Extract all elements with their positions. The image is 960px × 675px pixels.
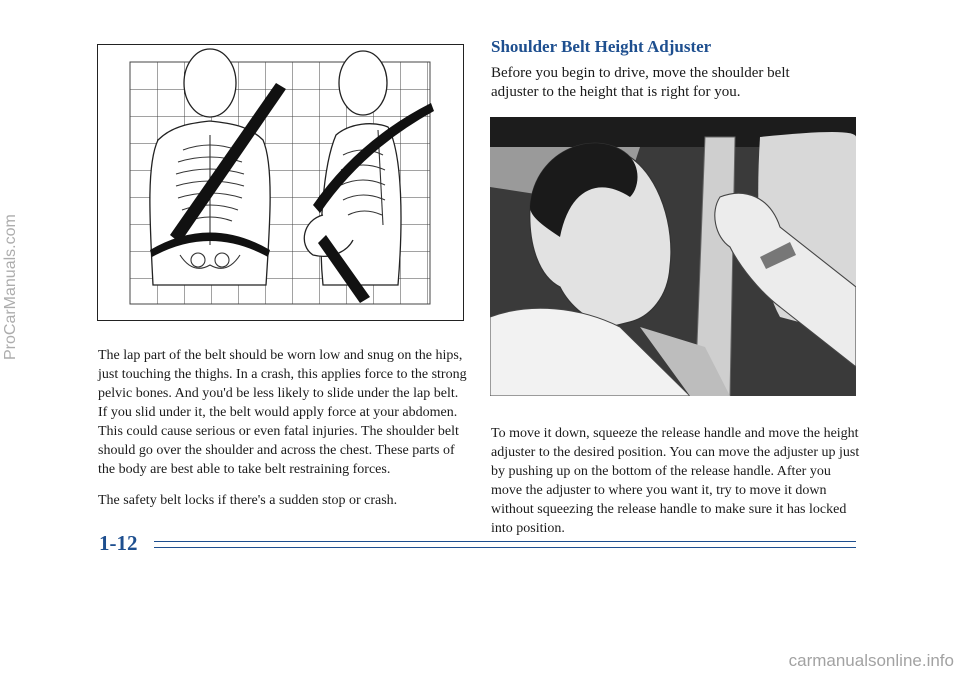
driver-adjusting-belt-photo xyxy=(490,117,856,396)
adjuster-instructions-paragraph: To move it down, squeeze the release handle and move the height adjuster to the desired position. You can move the adjuster up just by pushing up on the bottom of the release handle. After you move the adjuster to where you want it, try to move it down without squeezing the release handle to make sure it has locked into position. xyxy=(491,426,860,536)
side-watermark-text: ProCarManuals.com xyxy=(2,214,19,360)
intro-paragraph: Before you begin to drive, move the shoulder belt adjuster to the height that is right for you. xyxy=(491,65,790,100)
lap-belt-paragraph: The lap part of the belt should be worn low and snug on the hips, just touching the thighs. In a crash, this applies force to the strong pelvic bones. And you'd be less likely to slide under the lap belt. If you slid under it, the belt would apply force at your abdomen. This could cause serious or even fatal injuries. The shoulder belt should go over the shoulder and across the chest. These parts of the body are best able to take belt restraining forces. xyxy=(98,348,467,477)
skeleton-belt-diagram xyxy=(97,44,464,321)
bottom-watermark: carmanualsonline.info xyxy=(788,651,954,670)
page-number: 1-12 xyxy=(99,531,138,555)
belt-locks-paragraph: The safety belt locks if there's a sudden stop or crash. xyxy=(98,493,398,508)
footer-rule xyxy=(154,541,856,548)
section-heading: Shoulder Belt Height Adjuster xyxy=(491,37,712,56)
